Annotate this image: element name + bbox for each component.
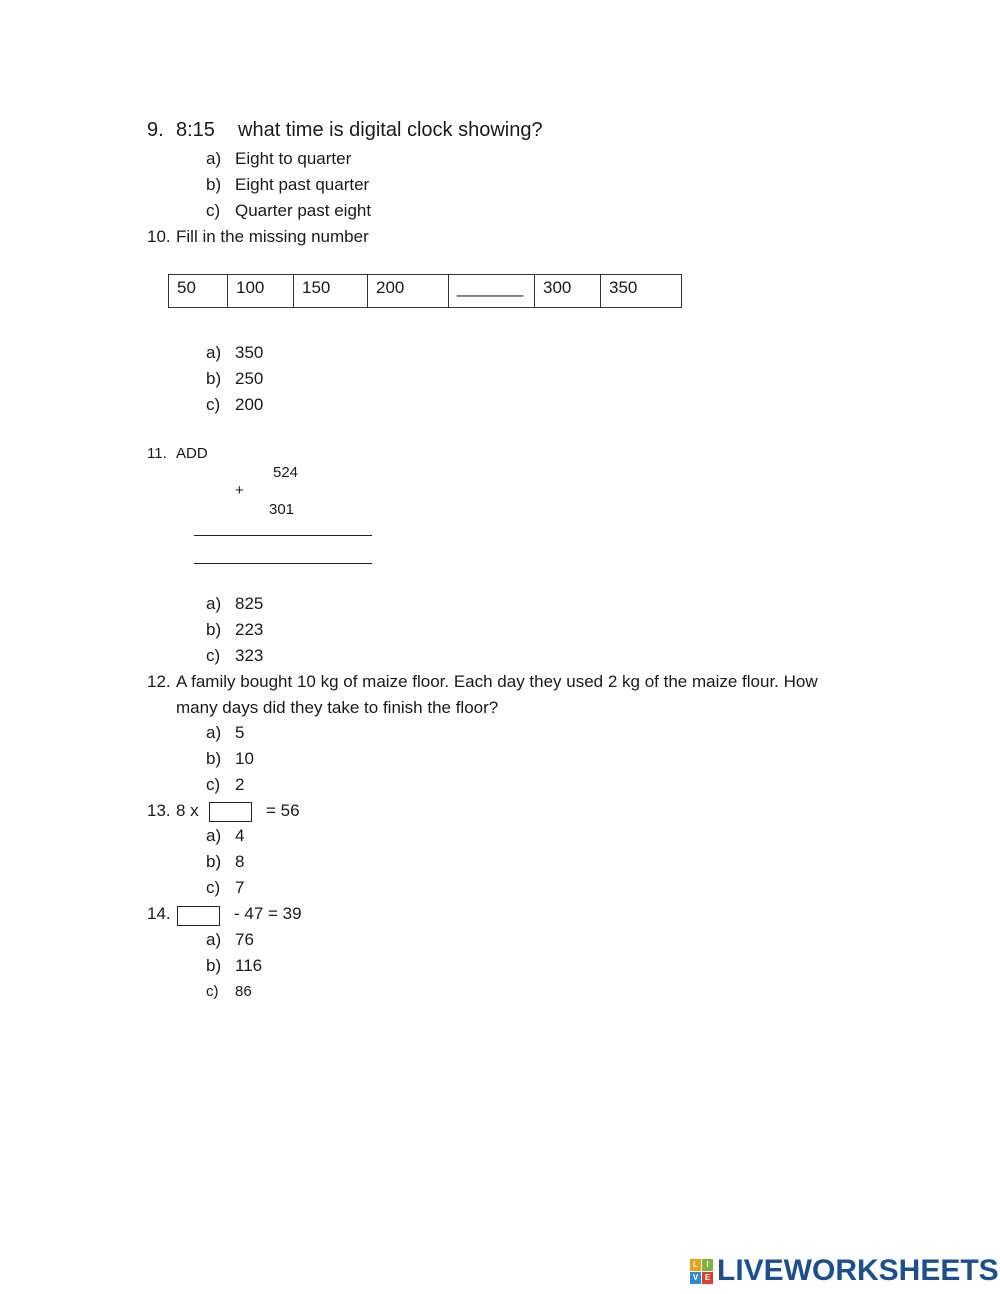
sequence-cell: 350 — [601, 275, 682, 308]
option-a[interactable]: a) 5 — [206, 723, 245, 742]
option-a[interactable]: a) Eight to quarter — [206, 149, 352, 168]
option-c[interactable]: c) 2 — [206, 775, 245, 794]
equation-right: - 47 = 39 — [234, 904, 302, 923]
addend-top: 524 — [273, 464, 299, 481]
question-text: A family bought 10 kg of maize floor. Each day they used 2 kg of the maize flour. How — [176, 672, 818, 691]
sum-line-bottom — [194, 563, 372, 564]
equation-left: 8 x — [176, 801, 199, 820]
number-sequence-table — [168, 274, 682, 308]
question-text: ADD — [176, 445, 208, 462]
option-b[interactable]: b) 223 — [206, 620, 264, 639]
question-number: 10. — [147, 227, 171, 246]
sequence-cell: 150 — [294, 275, 368, 308]
answer-box[interactable] — [177, 906, 220, 926]
question-text: what time is digital clock showing? — [238, 119, 543, 141]
question-text-continued: many days did they take to finish the floor? — [176, 698, 499, 717]
option-b[interactable]: b) 250 — [206, 369, 264, 388]
option-b[interactable]: b) 8 — [206, 852, 245, 871]
sum-line-top — [194, 535, 372, 536]
answer-box[interactable] — [209, 802, 252, 822]
option-b[interactable]: b) 10 — [206, 749, 254, 768]
option-a[interactable]: a) 4 — [206, 826, 245, 845]
question-number: 9. — [147, 119, 164, 141]
question-11 — [147, 445, 208, 462]
sequence-cell: 50 — [169, 275, 228, 308]
option-c[interactable]: c) 7 — [206, 878, 245, 897]
addend-bottom: 301 — [269, 501, 295, 518]
option-a[interactable]: a) 350 — [206, 343, 264, 362]
option-b[interactable]: b) Eight past quarter — [206, 175, 370, 194]
sequence-cell: 100 — [228, 275, 294, 308]
question-10 — [147, 227, 369, 247]
option-b[interactable]: b) 116 — [206, 956, 263, 975]
equation-right: = 56 — [266, 801, 300, 820]
question-9 — [147, 119, 543, 142]
option-c[interactable]: c) 86 — [206, 983, 252, 1000]
logo-mark-icon: L I V E — [690, 1259, 713, 1284]
question-14 — [147, 904, 176, 924]
liveworksheets-logo — [690, 1254, 999, 1288]
brand-name: LIVEWORKSHEETS — [717, 1254, 999, 1287]
sequence-cell: 200 — [368, 275, 449, 308]
option-c[interactable]: c) Quarter past eight — [206, 201, 372, 220]
question-number: 11. — [147, 445, 167, 462]
question-12 — [147, 672, 818, 692]
option-c[interactable]: c) 323 — [206, 646, 264, 665]
question-number: 13. — [147, 801, 171, 820]
sequence-cell: 300 — [535, 275, 601, 308]
question-number: 14. — [147, 904, 171, 923]
option-a[interactable]: a) 76 — [206, 930, 254, 949]
question-13 — [147, 801, 199, 821]
missing-number-blank[interactable]: _______ — [449, 275, 535, 308]
plus-sign: + — [235, 482, 244, 499]
question-text: Fill in the missing number — [176, 227, 369, 246]
option-a[interactable]: a) 825 — [206, 594, 264, 613]
question-number: 12. — [147, 672, 171, 691]
option-c[interactable]: c) 200 — [206, 395, 264, 414]
clock-time: 8:15 — [176, 119, 215, 141]
